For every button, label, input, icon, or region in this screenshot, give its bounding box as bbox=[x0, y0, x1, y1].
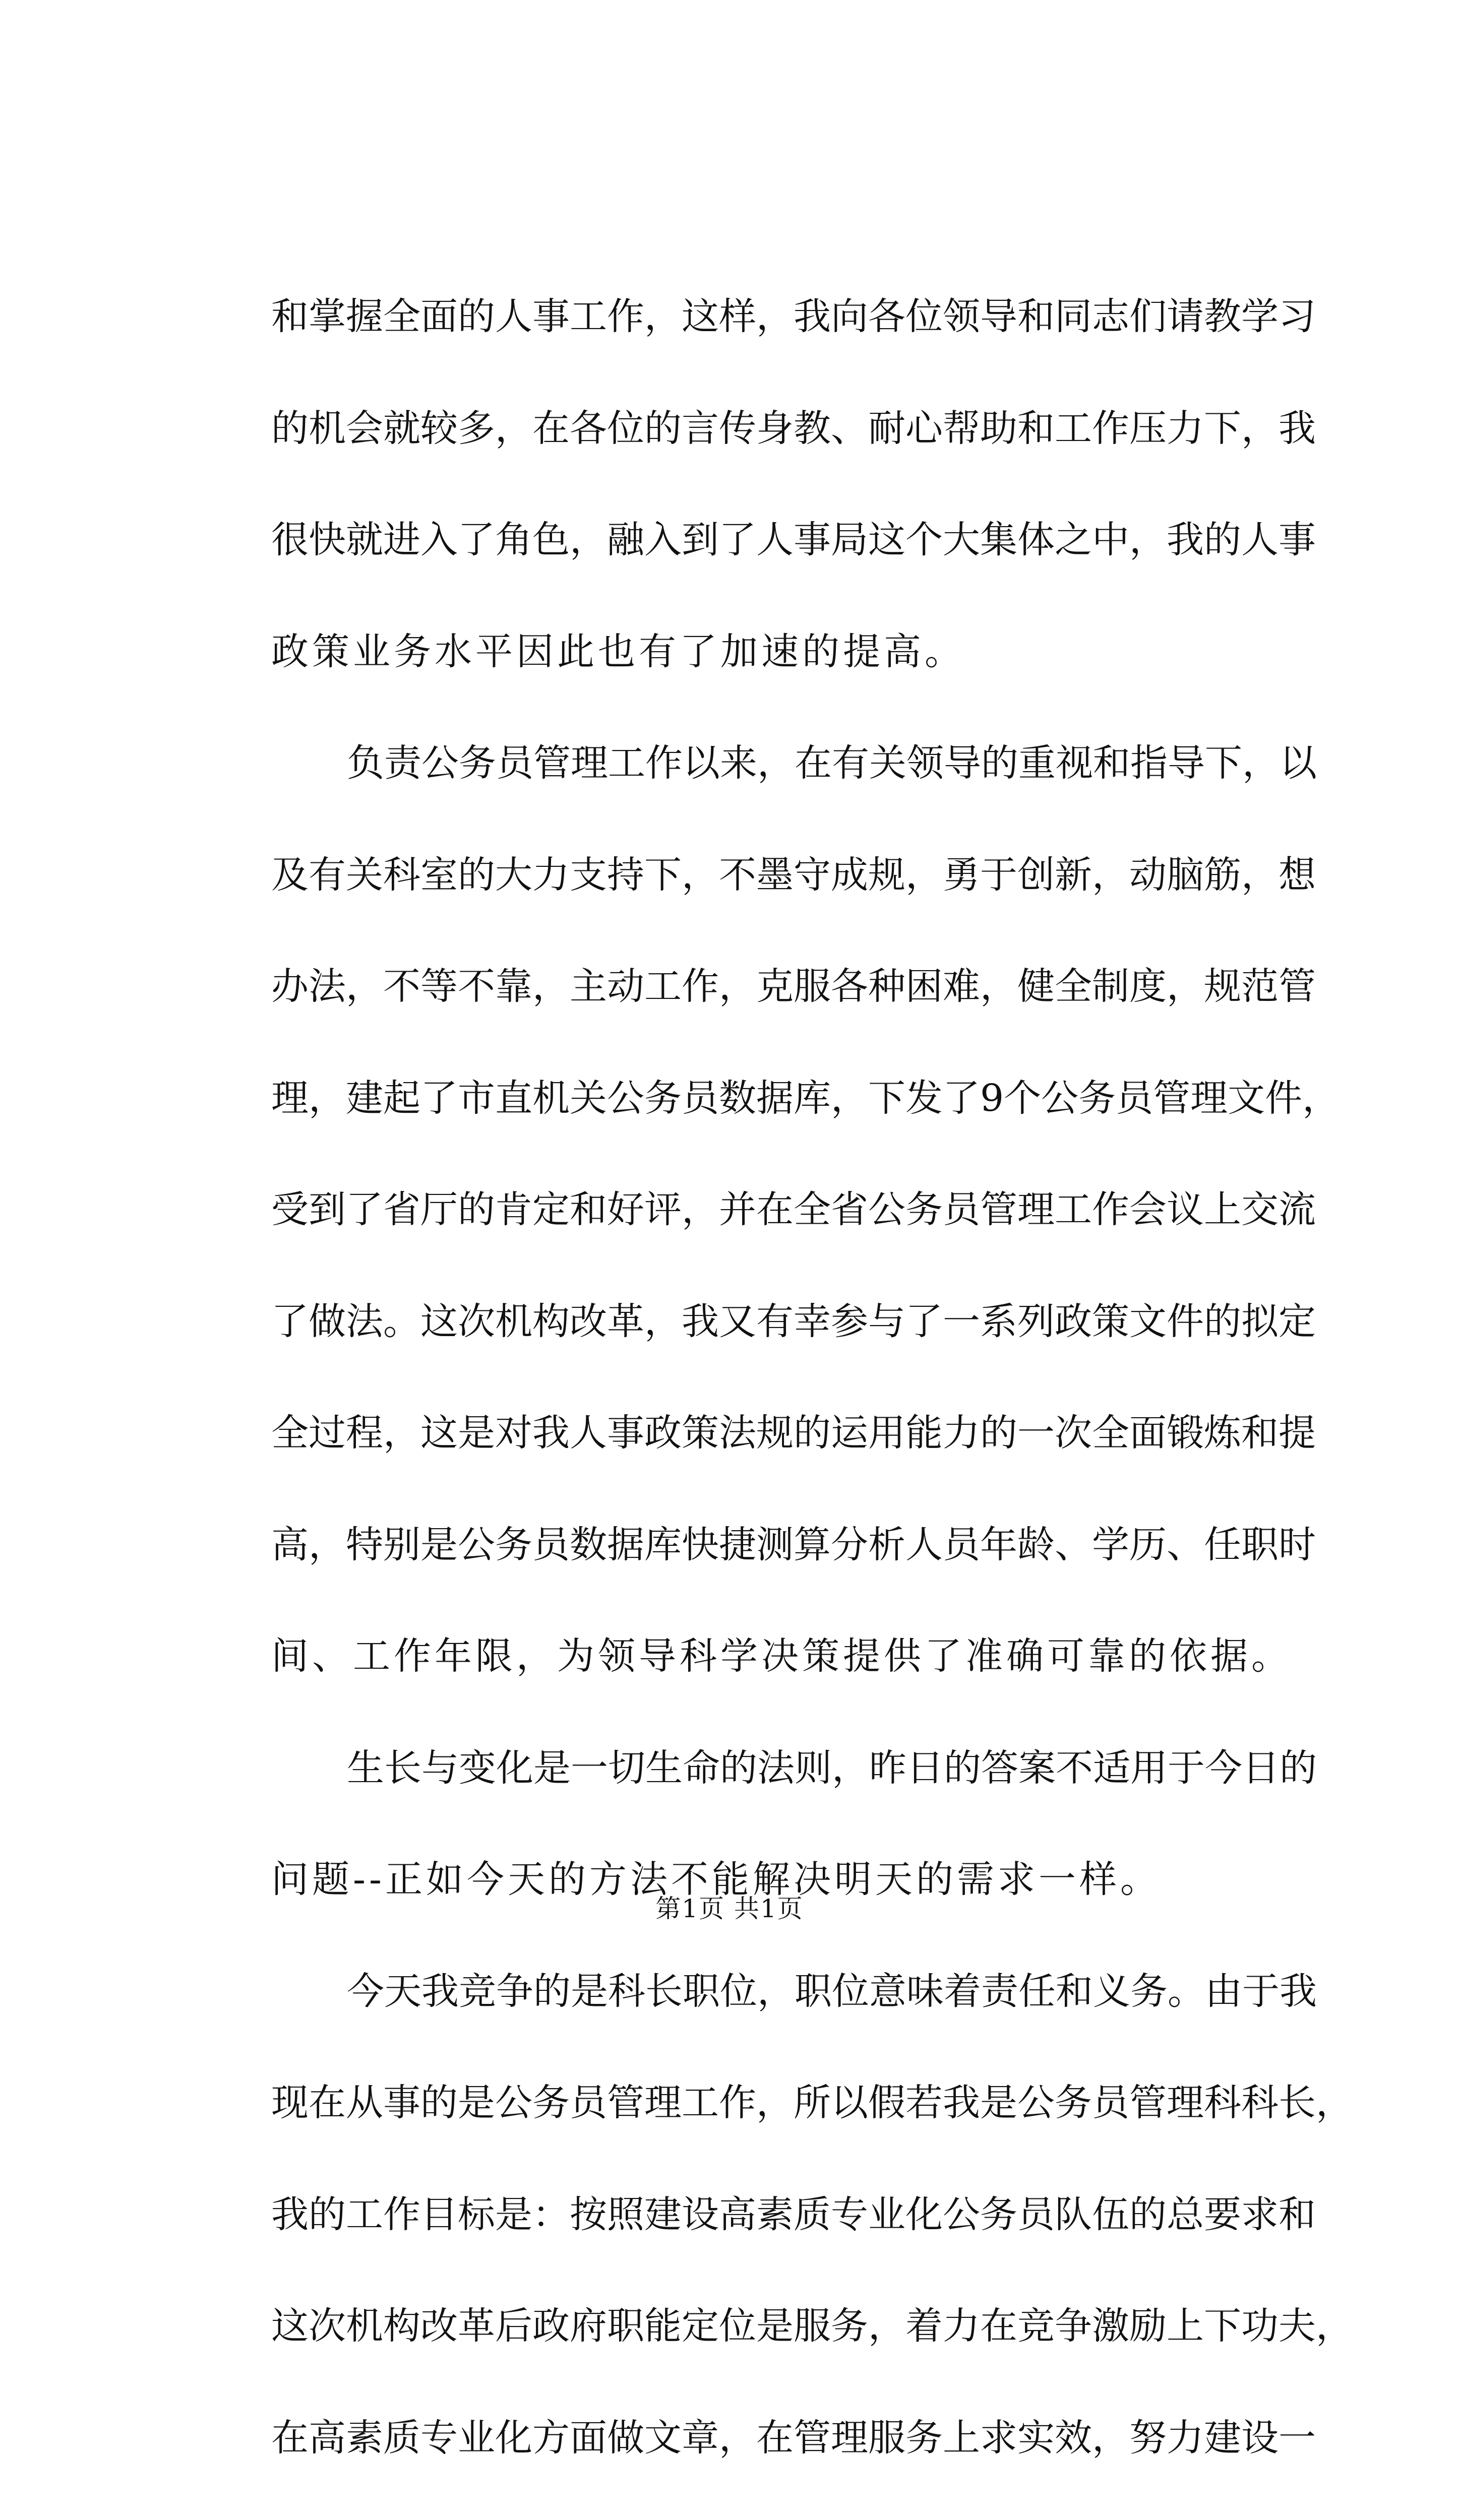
text-line-paragraph-end: 间、工作年限，为领导科学决策提供了准确可靠的依据。 bbox=[271, 1634, 1292, 1678]
text-line: 理，建起了市直机关公务员数据库，下发了9个公务员管理文件， bbox=[271, 1076, 1340, 1120]
text-line-paragraph-start: 生长与变化是一切生命的法则，昨日的答案不适用于今日的 bbox=[347, 1746, 1317, 1790]
text-line: 这次机构改革后政府职能定位是服务，着力在竞争激励上下功夫， bbox=[271, 2304, 1353, 2348]
text-line: 及有关科室的大力支持下，不墨守成规，勇于创新，动脑筋，想 bbox=[271, 853, 1316, 897]
text-line: 我的工作目标是：按照建设高素质专业化公务员队伍的总要求和 bbox=[271, 2192, 1316, 2236]
page-footer: 第1页 共1页 bbox=[655, 1894, 804, 1923]
text-line-paragraph-start: 今天我竞争的是科长职位，职位意味着责任和义务。由于我 bbox=[347, 1969, 1317, 2013]
text-line: 全过程，这是对我人事政策法规的运用能力的一次全面锻炼和提 bbox=[271, 1411, 1316, 1455]
text-line: 现在从事的是公务员管理工作，所以假若我是公务员管理科科长， bbox=[271, 2081, 1353, 2124]
text-line: 很快就进入了角色，融入到了人事局这个大集体之中，我的人事 bbox=[271, 518, 1316, 561]
text-line: 在高素质专业化方面做文章，在管理服务上求实效，努力建设一 bbox=[271, 2416, 1316, 2460]
text-line-paragraph-start: 负责公务员管理工作以来，在有关领导的重视和指导下，以 bbox=[347, 741, 1317, 785]
text-line: 和掌握全面的人事工作，这样，我向各位领导和同志们请教学习 bbox=[271, 295, 1316, 338]
text-line: 办法，不等不靠，主动工作，克服各种困难，健全制度，规范管 bbox=[271, 965, 1316, 1008]
body-text bbox=[271, 261, 1353, 2520]
text-line-paragraph-end: 问题--正如今天的方法不能解决明天的需求一样。 bbox=[271, 1858, 1162, 1901]
text-line: 高，特别是公务员数据库快捷测算分析人员年龄、学历、任职时 bbox=[271, 1523, 1316, 1566]
text-line: 的机会就较多，在各位的言传身教、耐心帮助和工作压力下，我 bbox=[271, 406, 1316, 450]
text-line: 了做法。这次机构改革，我又有幸参与了一系列政策文件的拟定 bbox=[271, 1299, 1316, 1343]
text-line-paragraph-end: 政策业务水平因此也有了加速的提高。 bbox=[271, 629, 965, 673]
text-line: 受到了省厅的肯定和好评，并在全省公务员管理工作会议上交流 bbox=[271, 1188, 1316, 1231]
text-line bbox=[271, 2494, 1274, 2520]
